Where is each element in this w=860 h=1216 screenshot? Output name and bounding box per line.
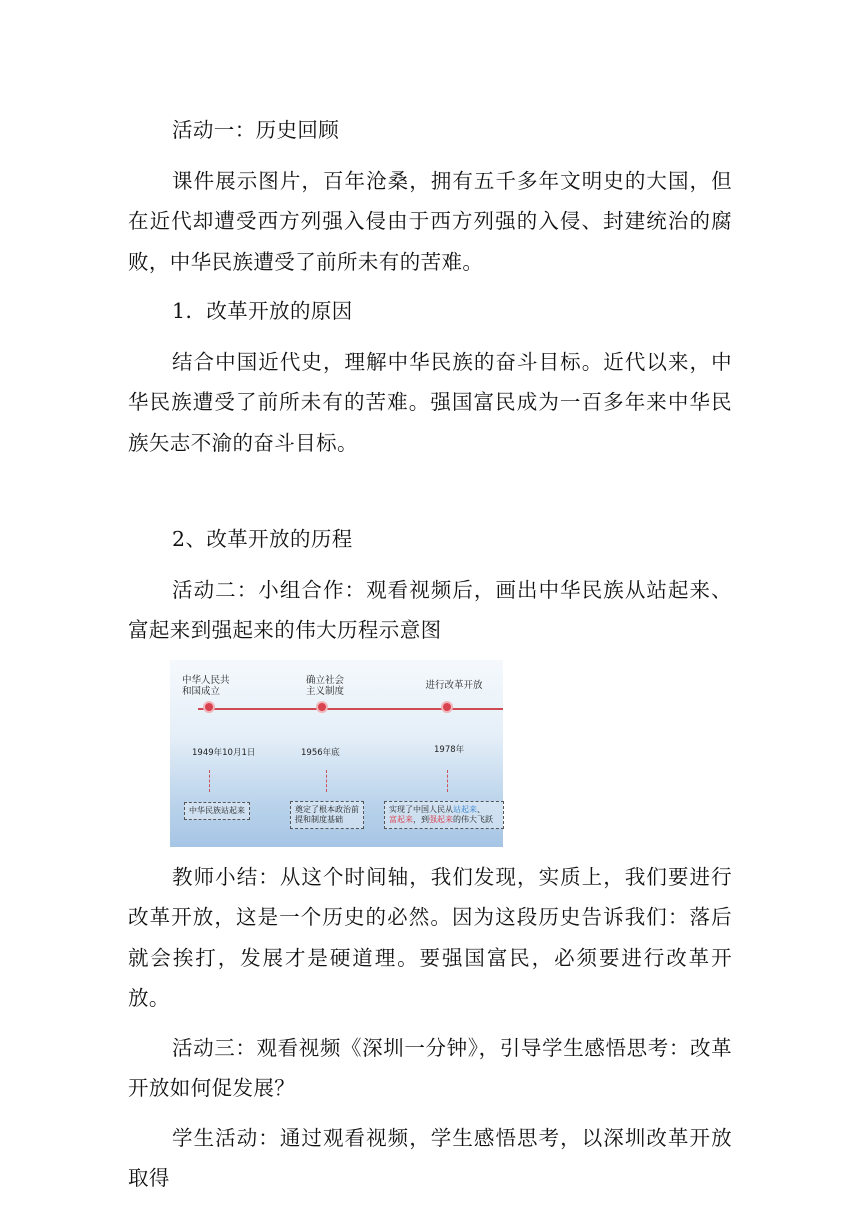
event-3-date: 1978年 [434, 744, 465, 755]
activity-three-paragraph: 活动三：观看视频《深圳一分钟》，引导学生感悟思考：改革开放如何促发展？ [128, 1035, 732, 1100]
paragraph-reasons: 结合中国近代史，理解中华民族的奋斗目标。近代以来，中华民族遭受了前所未有的苦难。强国富民成为一百多年来中华民族矢志不渝的奋斗目标。 [128, 349, 732, 455]
event-2-label-line2: 主义制度 [305, 685, 344, 697]
event-3-node [441, 701, 453, 713]
event-1-label [182, 675, 252, 697]
event-2-label [290, 675, 360, 697]
event-3-connector [447, 770, 448, 792]
event-3-note-standup: 站起来 [453, 804, 477, 814]
event-3-note-text-g: 的伟大飞跃 [453, 814, 493, 824]
event-2-label-line1: 确立社会 [305, 674, 344, 686]
document-body [128, 110, 732, 1208]
event-3-note-strong: 强起来 [429, 814, 453, 824]
section-reasons-heading: 1．改革开放的原因 [172, 299, 353, 323]
timeline-figure [170, 660, 503, 847]
event-3-label-line1: 进行改革开放 [425, 679, 483, 691]
event-1-note-text: 中华民族站起来 [189, 805, 245, 815]
section-process-heading: 2、改革开放的历程 [172, 527, 353, 551]
event-2-note-line2: 提和制度基础 [295, 814, 343, 824]
paragraph-history-intro: 课件展示图片，百年沧桑，拥有五千多年文明史的大国，但在近代却遭受西方列强入侵由于西方列强的入侵、封建统治的腐败，中华民族遭受了前所未有的苦难。 [128, 168, 732, 274]
event-1-label-line2: 和国成立 [182, 685, 221, 697]
event-1-date: 1949年10月1日 [192, 747, 256, 758]
event-2-connector [326, 770, 327, 792]
event-3-note-text-a: 实现了中国人民从 [389, 804, 453, 814]
activity-one-heading: 活动一：历史回顾 [172, 118, 340, 142]
event-2-note [290, 801, 364, 829]
event-2-date: 1956年底 [301, 747, 340, 758]
event-3-note-text-e: ，到 [413, 814, 429, 824]
event-1-label-line1: 中华人民共 [182, 674, 230, 686]
event-1-node [203, 701, 215, 713]
teacher-summary-paragraph: 教师小结：从这个时间轴，我们发现，实质上，我们要进行改革开放，这是一个历史的必然。因为这段历史告诉我们：落后就会挨打，发展才是硬道理。要强国富民，必须要进行改革开放。 [128, 864, 732, 1010]
event-3-note [384, 801, 504, 829]
spacer [128, 472, 732, 519]
student-activity-paragraph: 学生活动：通过观看视频，学生感悟思考，以深圳改革开放取得 [128, 1125, 732, 1190]
event-1-connector [209, 770, 210, 792]
event-2-note-line1: 奠定了根本政治前 [295, 804, 359, 814]
timeline-axis [198, 708, 503, 710]
event-1-note [184, 802, 250, 820]
event-3-label [414, 680, 494, 691]
activity-two-paragraph: 活动二：小组合作：观看视频后，画出中华民族从站起来、富起来到强起来的伟大历程示意图 [128, 577, 732, 642]
event-2-node [316, 701, 328, 713]
event-3-note-rich: 富起来 [389, 814, 413, 824]
event-3-note-text-c: 、 [477, 804, 485, 814]
